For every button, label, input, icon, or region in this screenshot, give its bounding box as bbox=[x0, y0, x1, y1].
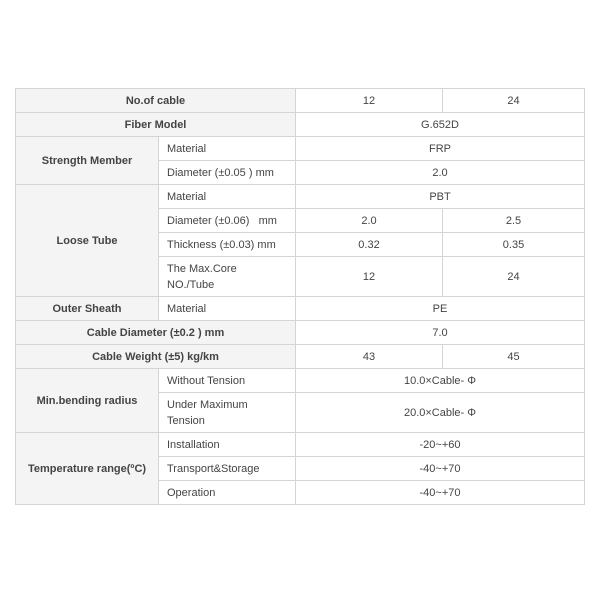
spec-table bbox=[15, 88, 585, 505]
loose-tube-max-core-label-line1: The Max.Core bbox=[167, 262, 237, 275]
row-cable-diameter bbox=[16, 321, 585, 345]
fiber-model-value: G.652D bbox=[296, 113, 585, 137]
row-temp-installation bbox=[16, 433, 585, 457]
no-of-cable-value-24: 24 bbox=[443, 89, 585, 113]
installation-value: -20~+60 bbox=[296, 433, 585, 457]
row-bending-without-tension bbox=[16, 369, 585, 393]
row-loose-tube-material bbox=[16, 185, 585, 209]
outer-sheath-material-label: Material bbox=[159, 297, 296, 321]
loose-tube-max-core-value-12: 12 bbox=[296, 257, 443, 297]
transport-storage-label: Transport&Storage bbox=[159, 457, 296, 481]
cable-diameter-value: 7.0 bbox=[296, 321, 585, 345]
min-bending-radius-label: Min.bending radius bbox=[16, 369, 159, 433]
under-max-tension-label bbox=[159, 393, 296, 433]
operation-value: -40~+70 bbox=[296, 481, 585, 505]
row-fiber-model bbox=[16, 113, 585, 137]
outer-sheath-material-value: PE bbox=[296, 297, 585, 321]
loose-tube-material-value: PBT bbox=[296, 185, 585, 209]
row-no-of-cable bbox=[16, 89, 585, 113]
cable-diameter-label: Cable Diameter (±0.2 ) mm bbox=[16, 321, 296, 345]
temperature-range-label: Temperature range(ºC) bbox=[16, 433, 159, 505]
strength-member-material-value: FRP bbox=[296, 137, 585, 161]
transport-storage-value: -40~+70 bbox=[296, 457, 585, 481]
no-of-cable-value-12: 12 bbox=[296, 89, 443, 113]
cable-weight-value-24: 45 bbox=[443, 345, 585, 369]
loose-tube-thickness-value-24: 0.35 bbox=[443, 233, 585, 257]
row-cable-weight bbox=[16, 345, 585, 369]
loose-tube-material-label: Material bbox=[159, 185, 296, 209]
loose-tube-diameter-value-24: 2.5 bbox=[443, 209, 585, 233]
strength-member-diameter-label: Diameter (±0.05 ) mm bbox=[159, 161, 296, 185]
strength-member-diameter-value: 2.0 bbox=[296, 161, 585, 185]
loose-tube-diameter-label: Diameter (±0.06) mm bbox=[159, 209, 296, 233]
without-tension-value: 10.0×Cable- Φ bbox=[296, 369, 585, 393]
under-max-tension-value: 20.0×Cable- Φ bbox=[296, 393, 585, 433]
cable-weight-label: Cable Weight (±5) kg/km bbox=[16, 345, 296, 369]
no-of-cable-label: No.of cable bbox=[16, 89, 296, 113]
loose-tube-thickness-value-12: 0.32 bbox=[296, 233, 443, 257]
loose-tube-max-core-label bbox=[159, 257, 296, 297]
loose-tube-max-core-label-line2: NO./Tube bbox=[167, 278, 215, 291]
row-outer-sheath bbox=[16, 297, 585, 321]
loose-tube-label: Loose Tube bbox=[16, 185, 159, 297]
without-tension-label: Without Tension bbox=[159, 369, 296, 393]
strength-member-material-label: Material bbox=[159, 137, 296, 161]
under-max-tension-label-line1: Under Maximum bbox=[167, 398, 248, 411]
loose-tube-thickness-label: Thickness (±0.03) mm bbox=[159, 233, 296, 257]
installation-label: Installation bbox=[159, 433, 296, 457]
loose-tube-diameter-value-12: 2.0 bbox=[296, 209, 443, 233]
fiber-model-label: Fiber Model bbox=[16, 113, 296, 137]
cable-weight-value-12: 43 bbox=[296, 345, 443, 369]
row-strength-member-material bbox=[16, 137, 585, 161]
operation-label: Operation bbox=[159, 481, 296, 505]
outer-sheath-label: Outer Sheath bbox=[16, 297, 159, 321]
strength-member-label: Strength Member bbox=[16, 137, 159, 185]
under-max-tension-label-line2: Tension bbox=[167, 414, 205, 427]
loose-tube-max-core-value-24: 24 bbox=[443, 257, 585, 297]
